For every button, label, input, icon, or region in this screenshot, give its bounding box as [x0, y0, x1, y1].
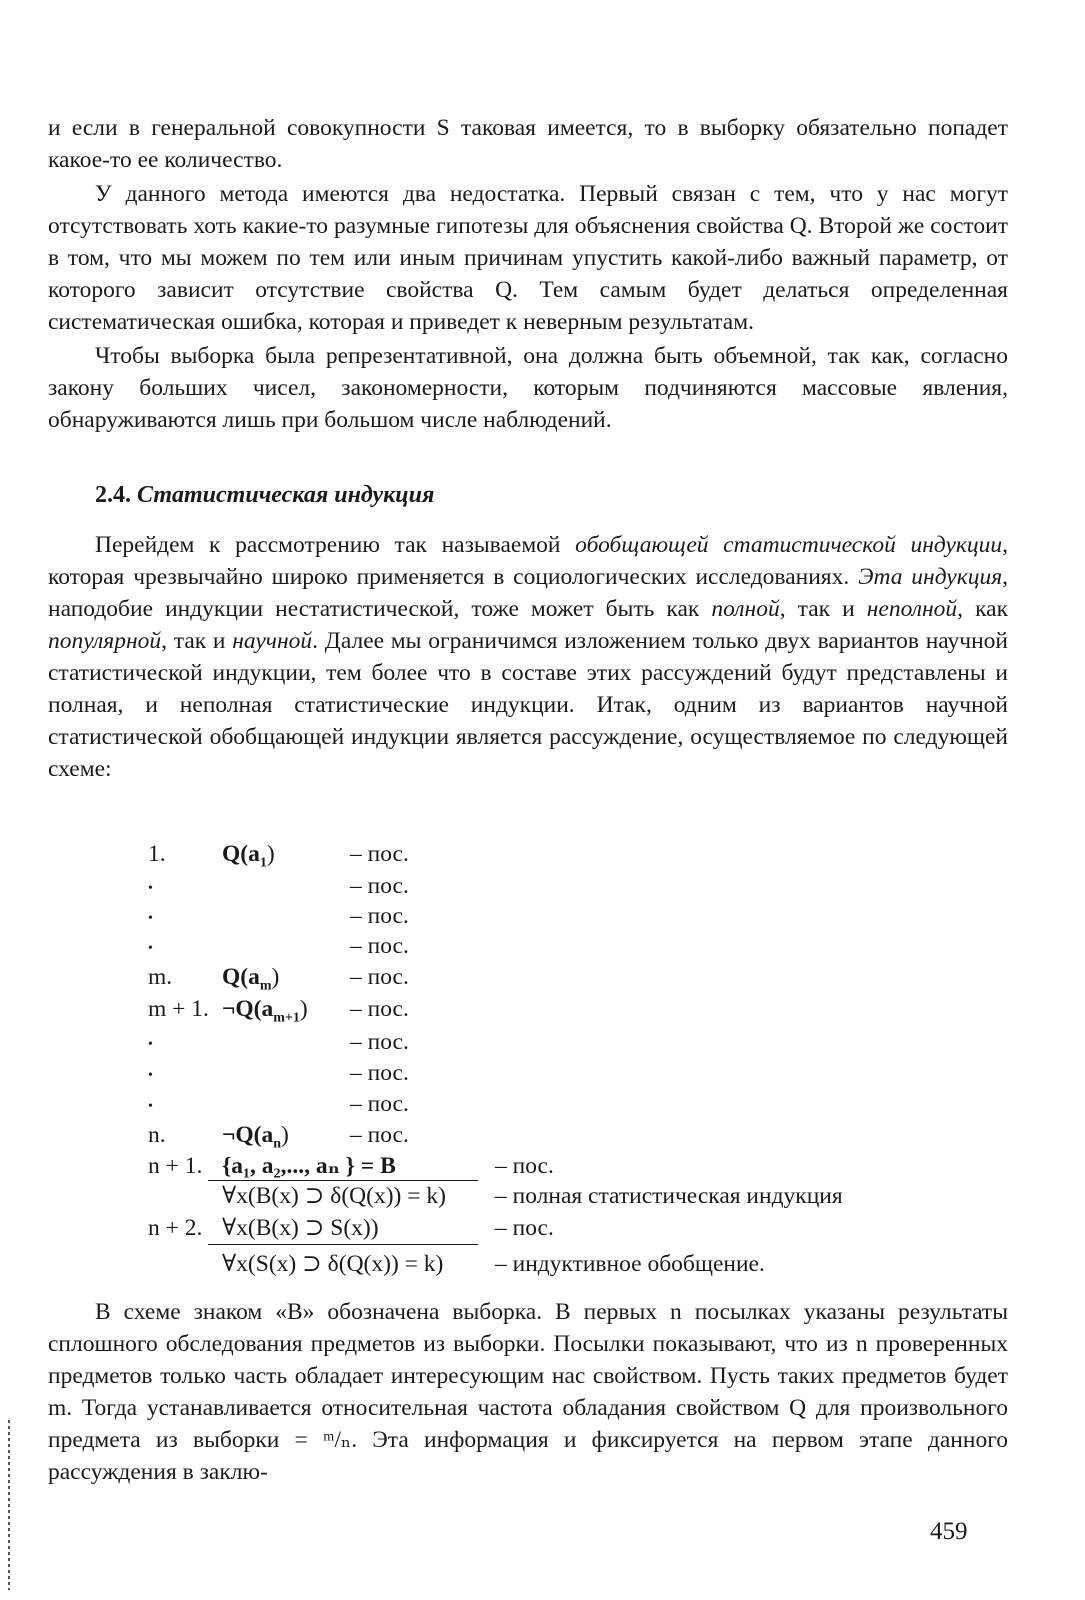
scheme-row-formula — [222, 840, 275, 878]
page-number: 459 — [930, 1518, 968, 1545]
page-body-bottom — [48, 1296, 1008, 1488]
scheme-row-formula — [222, 963, 279, 1001]
scheme-num-n1: n + 1. — [148, 1153, 203, 1179]
scheme-row-remark: – пос. — [350, 1122, 409, 1148]
scheme-row-number: • — [148, 911, 153, 926]
p4-c: , которая чрезвычайно широко применяется в социологических исследованиях. — [48, 532, 1008, 590]
p4-f: полной — [711, 596, 780, 622]
section-heading — [95, 482, 1008, 509]
scheme-row-remark: – пос. — [350, 1029, 409, 1055]
scheme-row-remark: – пос. — [350, 1091, 409, 1117]
scheme-row-number: m. — [148, 964, 173, 990]
section-title: Статистическая индукция — [137, 482, 435, 508]
p4-b: обобщающей статистической индукции — [575, 532, 1003, 558]
scheme-conclusion-2: ∀x(S(x) ⊃ δ(Q(x)) = k) — [222, 1251, 444, 1277]
inference-line-2 — [208, 1244, 478, 1245]
formula-subscript: m — [259, 978, 272, 994]
formula-main: ¬Q(a — [222, 1122, 274, 1148]
p4-l: научной — [232, 628, 313, 654]
scheme-row-number: • — [148, 1068, 153, 1083]
scheme-remark-conclusion-1: – полная статистическая индукция — [495, 1183, 843, 1209]
formula-main: ¬Q(a — [222, 996, 274, 1022]
scheme-num-n2: n + 2. — [148, 1215, 203, 1241]
formula-subscript: n — [273, 1136, 282, 1152]
scheme-row-number: m + 1. — [148, 996, 209, 1022]
p4-a: Перейдем к рассмотрению так называемой — [95, 532, 576, 558]
scheme-row-remark: – пос. — [350, 1060, 409, 1086]
scheme-remark-n2: – пос. — [495, 1215, 554, 1241]
scheme-row-remark: – пос. — [350, 996, 409, 1022]
formula-main: Q(a — [222, 841, 260, 867]
p4-d: Эта индукция — [858, 564, 1003, 590]
formula-close: ) — [281, 1122, 289, 1148]
paragraph-3: Чтобы выборка была репрезентативной, она должна быть объемной, так как, согласно закону больших чисел, закономерности, которым подчиняются массовые явления, обнаруживаются лишь при большом числе наблюдений. — [48, 343, 1008, 433]
scheme-row-remark: – пос. — [350, 933, 409, 959]
scheme-conclusion-1: ∀x(B(x) ⊃ δ(Q(x)) = k) — [222, 1183, 446, 1209]
p4-g: , так и — [779, 596, 867, 622]
paragraph-2: У данного метода имеются два недостатка. Первый связан с тем, что у нас могут отсутствовать хоть какие-то разумные гипотезы для объяснения свойства Q. Второй же состоит в том, что мы можем по тем или иным причинам упустить какой-либо важный параметр, от которого зависит отсутствие свойства Q. Тем самым будет делаться определенная систематическая ошибка, которая и приведет к неверным результатам. — [48, 181, 1008, 335]
p4-i: , как — [957, 596, 1008, 622]
scheme-row-number: • — [148, 1099, 153, 1114]
scheme-row-number: • — [148, 881, 153, 896]
paragraph-5: В схеме знаком «B» обозначена выборка. В первых n посылках указаны результаты сплошного обследования предметов из выборки. Посылки показывают, что из n проверенных предметов только часть обладает интересующим нас свойством. Пусть таких предметов будет m. Тогда устанавливается относительная частота обладания свойством Q для произвольного предмета из выборки = ᵐ/ₙ. Эта информация и фиксируется на первом этапе данного рассуждения в заклю- — [48, 1299, 1008, 1485]
formula-subscript: m+1 — [273, 1010, 300, 1026]
scheme-remark-n1: – пос. — [495, 1153, 554, 1179]
margin-mark — [8, 1420, 10, 1590]
scheme-row-remark: – пос. — [350, 964, 409, 990]
scheme-remark-conclusion-2: – индуктивное обобщение. — [495, 1251, 765, 1277]
scheme-row-remark: – пос. — [350, 873, 409, 899]
scheme-row-remark: – пос. — [350, 903, 409, 929]
paragraph-1: и если в генеральной совокупности S таковая имеется, то в выборку обязательно попадет какое-то ее количество. — [48, 115, 1008, 173]
scheme-formula-n1: {a₁, a₂,..., aₙ } = B — [222, 1153, 396, 1179]
paragraph-4 — [48, 529, 1008, 785]
p4-m: . Далее мы ограничимся изложением только двух вариантов научной статистической индукции, тем более что в составе этих рассуждений будут представлены и полная, и неполная статистические индукции. Итак, одним из вариантов научной статистической обобщающей индукции является рассуждение, осуществляемое по следующей схеме: — [48, 628, 1008, 782]
scheme-row-number: 1. — [148, 841, 166, 867]
formula-subscript: 1 — [259, 855, 267, 871]
p4-e: , наподобие индукции нестатистической, тоже может быть как — [48, 564, 1009, 622]
p4-k: , так и — [161, 628, 233, 654]
scheme-row-number: • — [148, 1037, 153, 1052]
scheme-row-formula — [222, 1121, 289, 1159]
inference-line-1 — [208, 1180, 478, 1181]
scheme-row-formula — [222, 995, 308, 1033]
page-body — [48, 112, 1008, 785]
formula-close: ) — [266, 841, 275, 867]
p4-h: неполной — [866, 596, 958, 622]
scheme-formula-n2: ∀x(B(x) ⊃ S(x)) — [222, 1215, 379, 1241]
p4-j: популярной — [48, 628, 162, 654]
formula-close: ) — [271, 964, 280, 990]
scheme-row-number: n. — [148, 1122, 166, 1148]
formula-close: ) — [299, 996, 308, 1022]
section-number: 2.4. — [95, 482, 131, 508]
scheme-row-remark: – пос. — [350, 841, 409, 867]
scheme-row-number: • — [148, 941, 153, 956]
formula-main: Q(a — [222, 964, 260, 990]
